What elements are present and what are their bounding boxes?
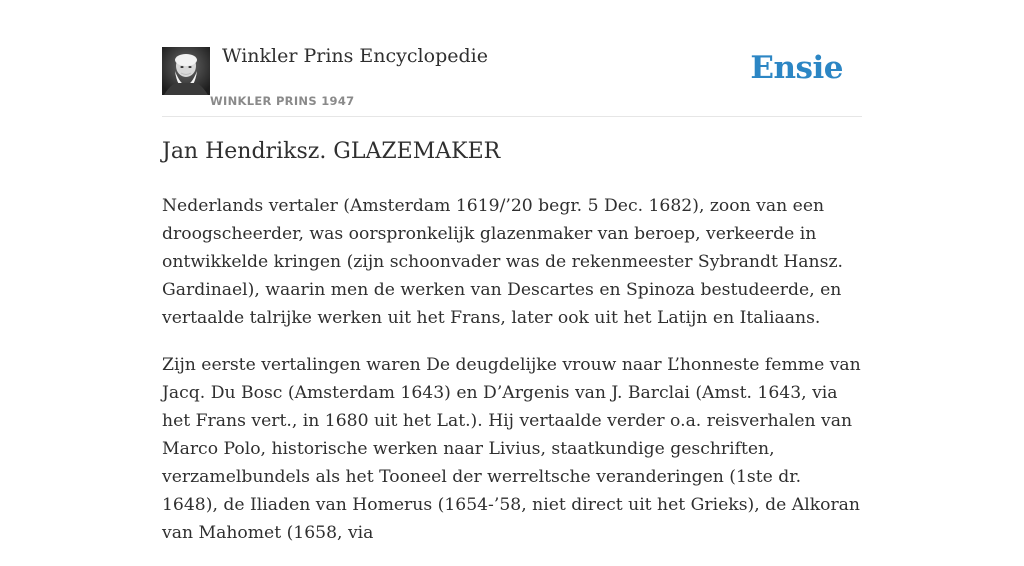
brand-logo[interactable]: Ensie <box>750 50 843 86</box>
source-avatar[interactable] <box>162 47 210 95</box>
article-body <box>162 192 862 566</box>
source-title[interactable]: Winkler Prins Encyclopedie <box>222 45 488 67</box>
article-paragraph: Zijn eerste vertalingen waren De deugdelijke vrouw naar L’honneste femme van Jacq. Du Bosc (Amsterdam 1643) en D’Argenis van J. Barclai (Amst. 1643, via het Frans vert., in 1680 uit het Lat.). Hij vertaalde verder o.a. reisverhalen van Marco Polo, historische werken naar Livius, staatkundige geschriften, verzamelbundels als het Tooneel der werreltsche veranderingen (1ste dr. 1648), de Iliaden van Homerus (1654-’58, niet direct uit het Grieks), de Alkoran van Mahomet (1658, via <box>162 355 861 543</box>
page-container <box>162 0 862 543</box>
source-header <box>162 0 862 117</box>
article-title: Jan Hendriksz. GLAZEMAKER <box>162 139 501 164</box>
source-subtitle[interactable]: WINKLER PRINS 1947 <box>210 94 355 108</box>
bearded-man-portrait-icon <box>162 47 210 95</box>
article-paragraph: Nederlands vertaler (Amsterdam 1619/’20 begr. 5 Dec. 1682), zoon van een droogscheerder, was oorspronkelijk glazenmaker van beroep, verkeerde in ontwikkelde kringen (zijn schoonvader was de rekenmeester Sybrandt Hansz. Gardinael), waarin men de werken van Descartes en Spinoza bestudeerde, en vertaalde talrijke werken uit het Frans, later ook uit het Latijn en Italiaans. <box>162 196 843 328</box>
